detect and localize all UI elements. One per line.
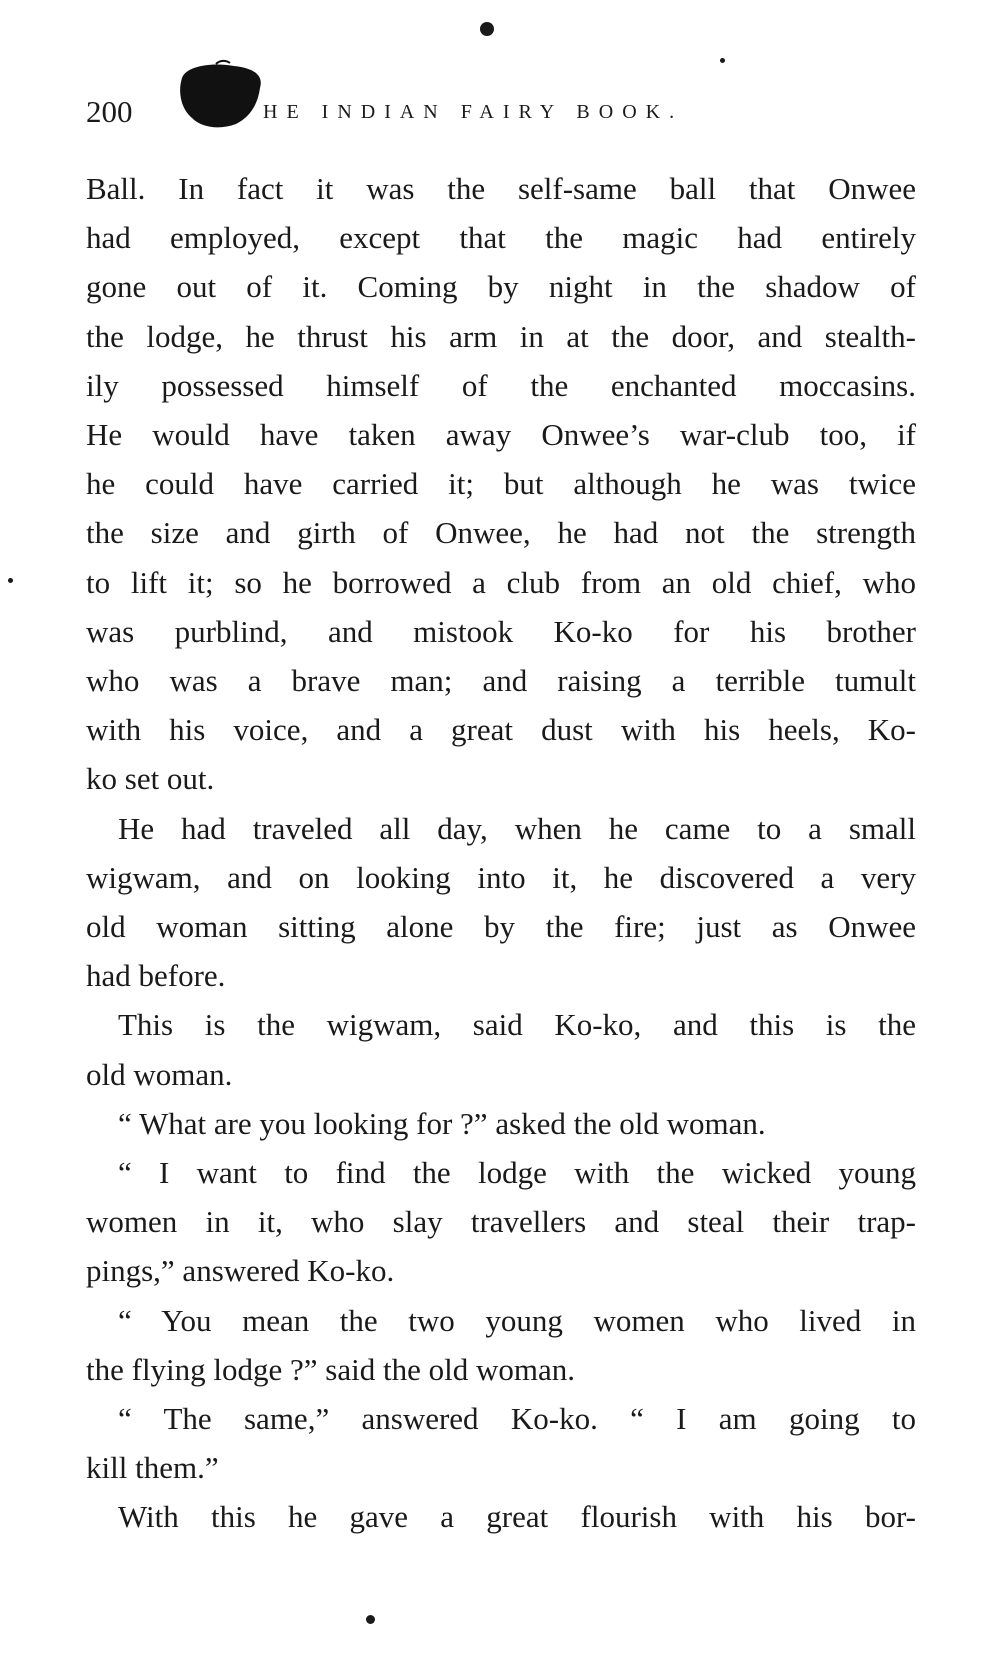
text-line: ko set out. <box>86 761 215 797</box>
text-line: the size and girth of Onwee, he had not the strength <box>86 515 916 551</box>
text-line: “ What are you looking for ?” asked the old woman. <box>118 1105 766 1141</box>
text-line: to lift it; so he borrowed a club from an old chief, who <box>86 564 916 600</box>
paragraph <box>86 1296 916 1394</box>
text-line: “ You mean the two young women who lived in <box>118 1302 916 1338</box>
text-line: This is the wigwam, said Ko-ko, and this is the <box>118 1007 916 1043</box>
text-line: With this he gave a great flourish with his bor- <box>118 1499 916 1535</box>
text-line: Ball. In fact it was the self-same ball that Onwee <box>86 171 916 206</box>
text-line: He had traveled all day, when he came to a small <box>118 810 916 846</box>
text-line: wigwam, and on looking into it, he discovered a very <box>86 859 916 895</box>
text-line: the lodge, he thrust his arm in at the door, and stealth- <box>86 318 916 354</box>
text-line: old woman sitting alone by the fire; just as Onwee <box>86 909 916 945</box>
text-line: “ The same,” answered Ko-ko. “ I am going to <box>118 1401 916 1437</box>
text-line: pings,” answered Ko-ko. <box>86 1253 395 1289</box>
body-text <box>86 164 916 1542</box>
text-line: he could have carried it; but although he was twice <box>86 466 916 502</box>
ink-speck <box>720 58 725 63</box>
paragraph <box>86 164 916 804</box>
paragraph <box>86 1148 916 1296</box>
text-line: women in it, who slay travellers and steal their trap- <box>86 1204 916 1240</box>
ink-speck <box>480 22 494 36</box>
text-line: who was a brave man; and raising a terrible tumult <box>86 663 916 699</box>
paragraph <box>86 1099 916 1148</box>
ink-speck <box>366 1615 375 1624</box>
text-line: had employed, except that the magic had entirely <box>86 220 916 256</box>
paragraph <box>86 1000 916 1098</box>
text-line: “ I want to find the lodge with the wicked young <box>118 1155 916 1191</box>
text-line: gone out of it. Coming by night in the shadow of <box>86 269 916 305</box>
text-line: had before. <box>86 958 226 994</box>
page-number: 200 <box>86 94 133 129</box>
paragraph <box>86 1492 916 1541</box>
text-line: the flying lodge ?” said the old woman. <box>86 1351 575 1387</box>
running-title: HE INDIAN FAIRY BOOK. <box>263 101 684 123</box>
page-header <box>86 92 916 132</box>
text-line: with his voice, and a great dust with his heels, Ko- <box>86 712 916 748</box>
ink-speck <box>8 578 13 583</box>
paragraph <box>86 1394 916 1492</box>
text-line: was purblind, and mistook Ko-ko for his brother <box>86 613 916 649</box>
text-line: ily possessed himself of the enchanted moccasins. <box>86 367 916 403</box>
text-line: He would have taken away Onwee’s war-club too, if <box>86 417 916 453</box>
paragraph <box>86 804 916 1001</box>
text-line: kill them.” <box>86 1450 219 1486</box>
ink-blot-icon <box>172 58 268 130</box>
text-line: old woman. <box>86 1056 233 1092</box>
